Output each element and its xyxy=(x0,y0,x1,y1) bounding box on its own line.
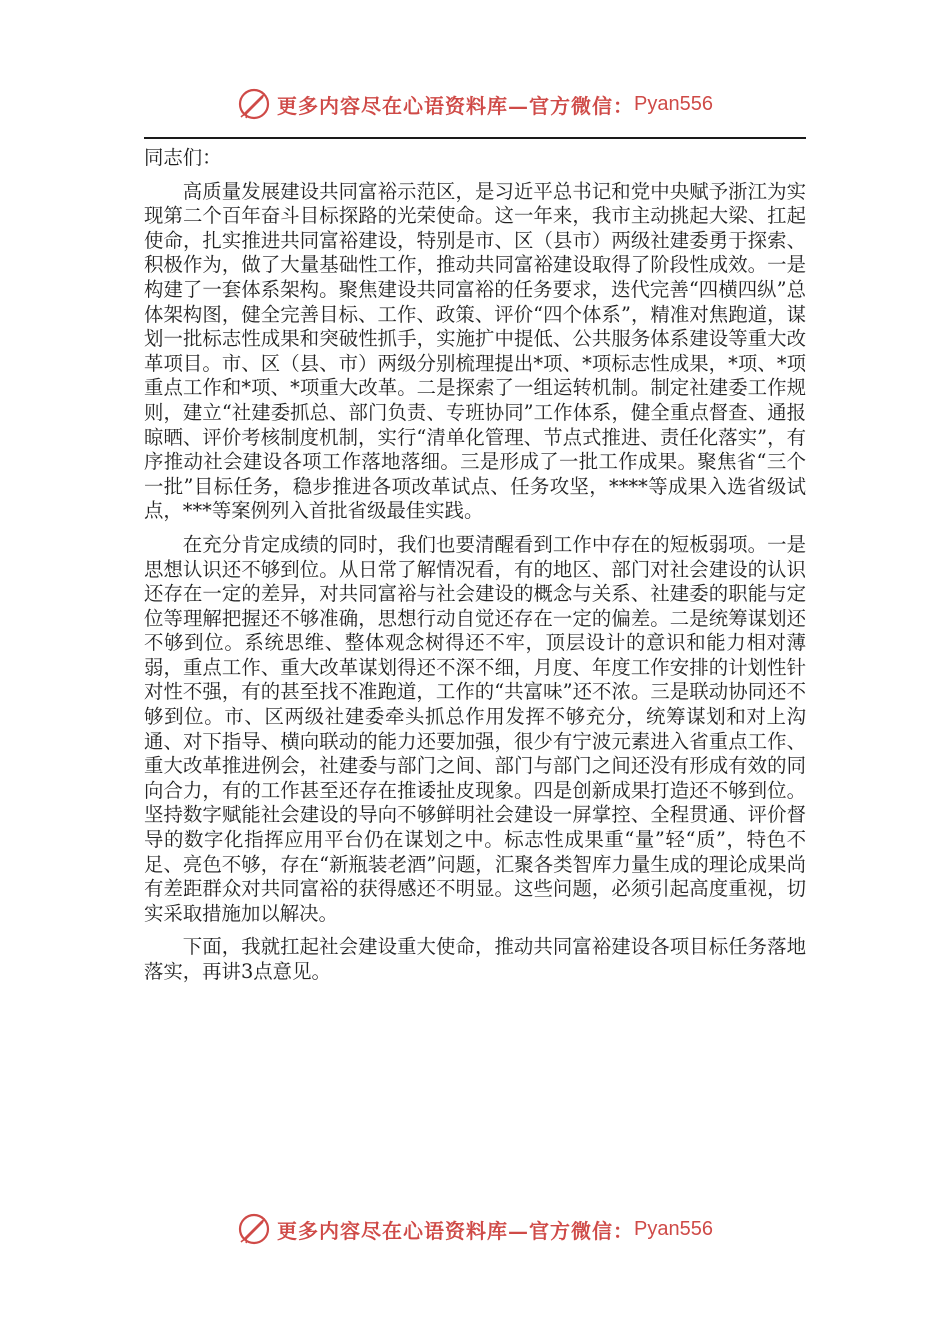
banner-text-cn: 更多内容尽在心语资料库—官方微信： xyxy=(277,1218,635,1243)
header-rule xyxy=(144,137,806,139)
banner-text-cn: 更多内容尽在心语资料库—官方微信： xyxy=(277,93,635,118)
footer-banner xyxy=(0,1209,950,1249)
pen-nib-logo-icon xyxy=(237,87,271,121)
document-body xyxy=(144,146,806,994)
paragraph-2: 在充分肯定成绩的同时，我们也要清醒看到工作中存在的短板弱项。一是思想认识还不够到位。从日常了解情况看，有的地区、部门对社会建设的认识还存在一定的差异，对共同富裕与社会建设的概念与关系、社建委的职能与定位等理解把握还不够准确，思想行动自觉还存在一定的偏差。二是统筹谋划还不够到位。系统思维、整体观念树得还不牢，顶层设计的意识和能力相对薄弱，重点工作、重大改革谋划得还不深不细，月度、年度工作安排的计划性针对性不强，有的甚至找不准跑道，工作的“共富味”还不浓。三是联动协同还不够到位。市、区两级社建委牵头抓总作用发挥不够充分，统筹谋划和对上沟通、对下指导、横向联动的能力还要加强，很少有宁波元素进入省重点工作、重大改革推进例会，社建委与部门之间、部门与部门之间还没有形成有效的同向合力，有的工作甚至还存在推诿扯皮现象。四是创新成果打造还不够到位。坚持数字赋能社会建设的导向不够鲜明社会建设一屏掌控、全程贯通、评价督导的数字化指挥应用平台仍在谋划之中。标志性成果重“量”轻“质”，特色不足、亮色不够，存在“新瓶装老酒”问题，汇聚各类智库力量生成的理论成果尚有差距群众对共同富裕的获得感还不明显。这些问题，必须引起高度重视，切实采取措施加以解决。 xyxy=(144,532,806,925)
salutation: 同志们： xyxy=(144,146,222,169)
pen-nib-logo-icon xyxy=(237,1212,271,1246)
paragraph-3: 下面，我就扛起社会建设重大使命，推动共同富裕建设各项目标任务落地落实，再讲3点意见。 xyxy=(144,935,806,983)
banner-text-en: Pyan556 xyxy=(634,92,713,115)
banner-text-en: Pyan556 xyxy=(634,1217,713,1240)
header-banner xyxy=(0,84,950,124)
paragraph-1: 高质量发展建设共同富裕示范区，是习近平总书记和党中央赋予浙江为实现第二个百年奋斗目标探路的光荣使命。这一年来，我市主动挑起大梁、扛起使命，扎实推进共同富裕建设，特别是市、区（县市）两级社建委勇于探索、积极作为，做了大量基础性工作，推动共同富裕建设取得了阶段性成效。一是构建了一套体系架构。聚焦建设共同富裕的任务要求，迭代完善“四横四纵”总体架构图，健全完善目标、工作、政策、评价“四个体系”，精准对焦跑道，谋划一批标志性成果和突破性抓手，实施扩中提低、公共服务体系建设等重大改革项目。市、区（县、市）两级分别梳理提出*项、*项标志性成果，*项、*项重点工作和*项、*项重大改革。二是探索了一组运转机制。制定社建委工作规则，建立“社建委抓总、部门负责、专班协同”工作体系，健全重点督查、通报晾晒、评价考核制度机制，实行“清单化管理、节点式推进、责任化落实”，有序推动社会建设各项工作落地落细。三是形成了一批工作成果。聚焦省“三个一批”目标任务，稳步推进各项改革试点、任务攻坚，****等成果入选省级试点，***等案例列入首批省级最佳实践。 xyxy=(144,179,806,523)
